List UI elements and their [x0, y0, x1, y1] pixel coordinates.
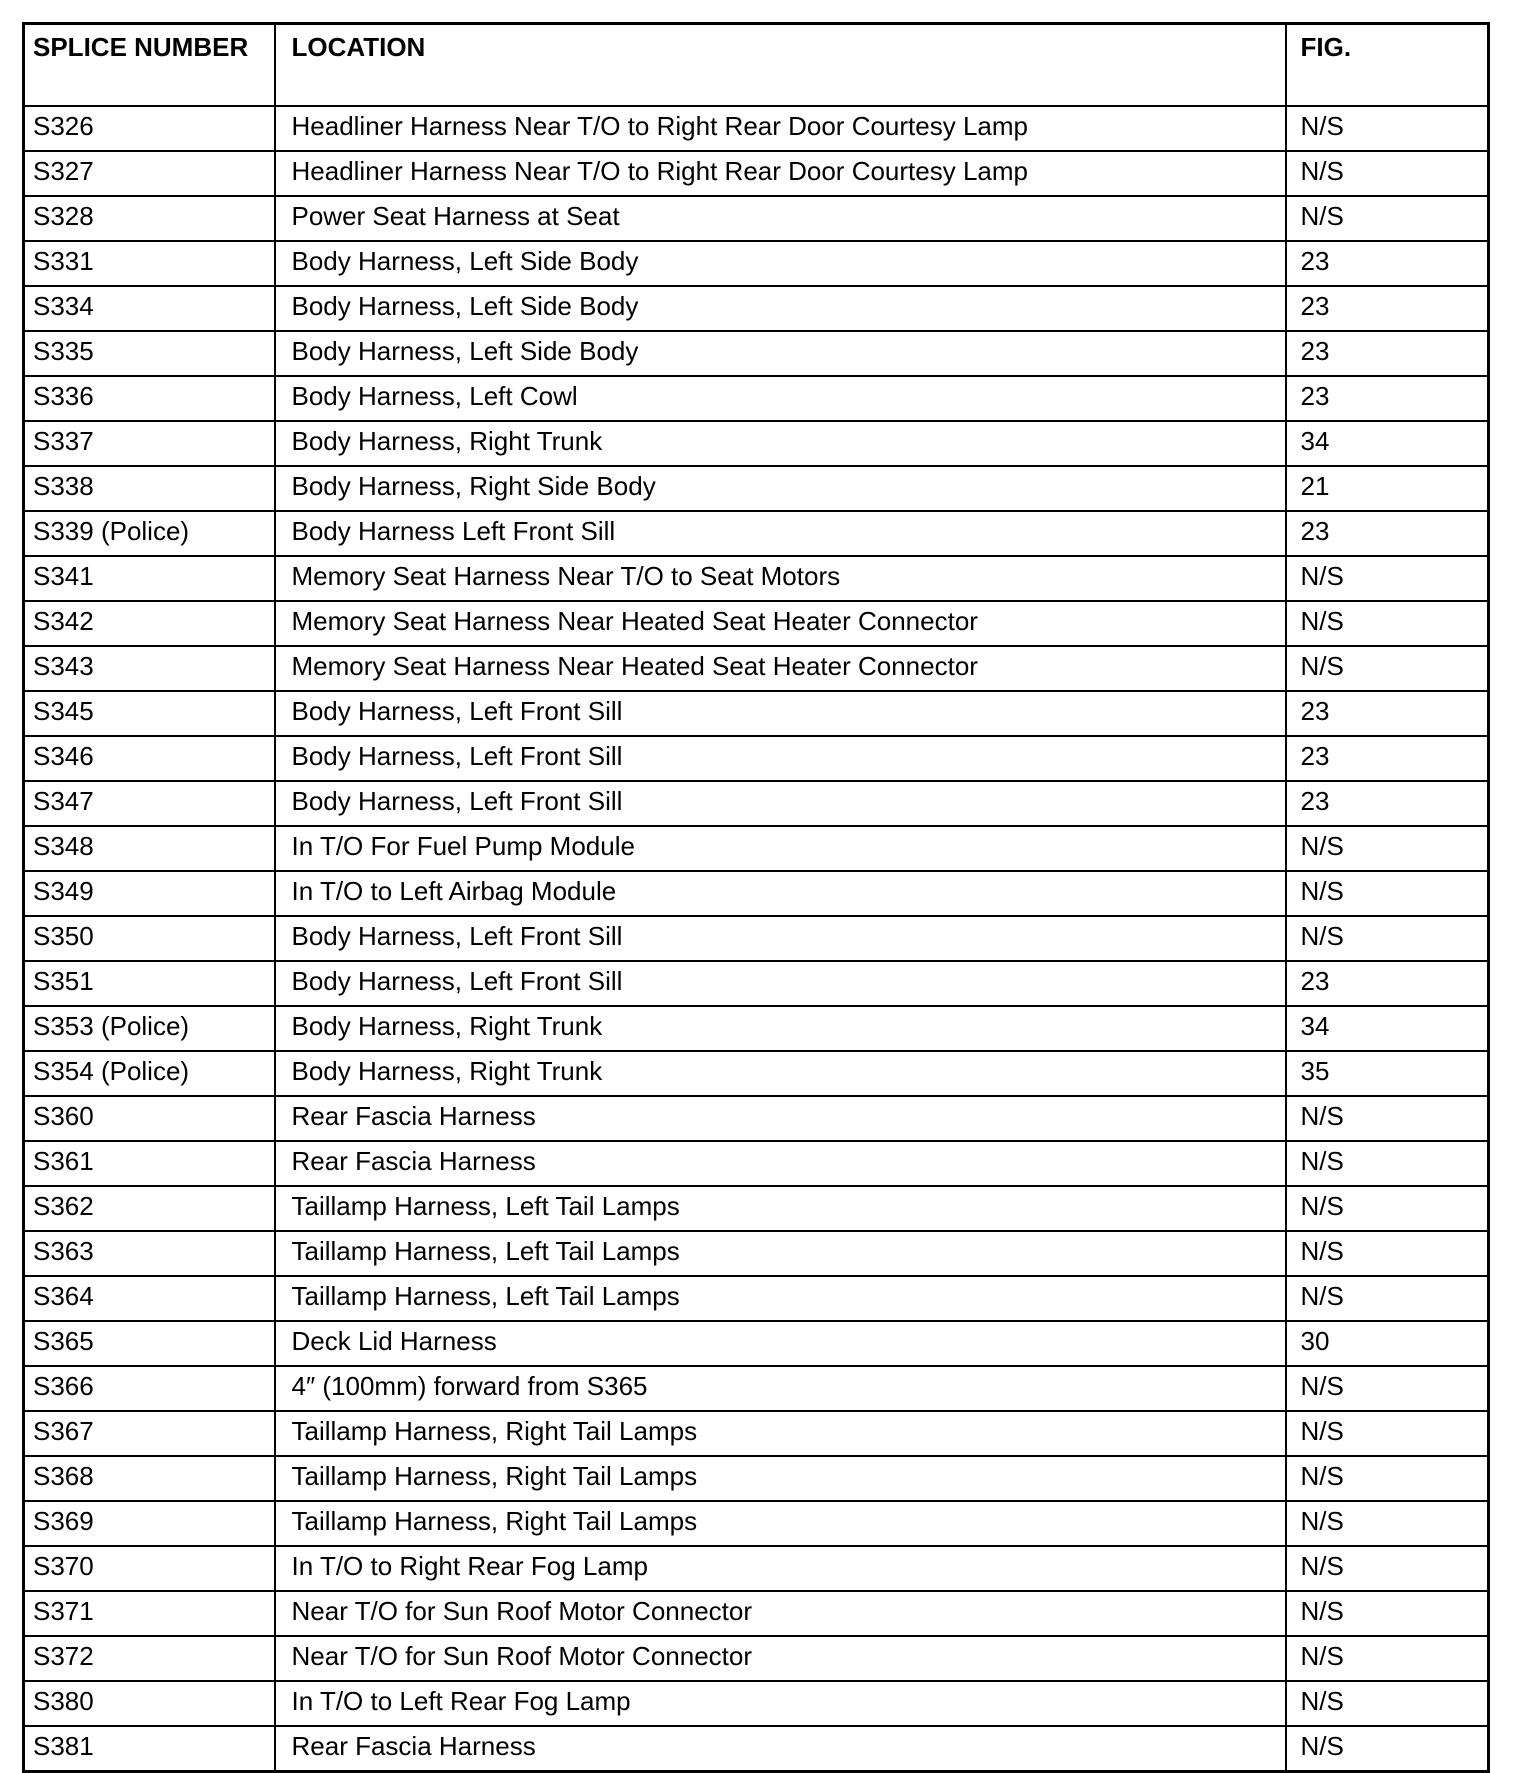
location-cell: Rear Fascia Harness — [275, 1726, 1286, 1772]
location-cell: Body Harness, Left Front Sill — [275, 961, 1286, 1006]
table-row — [24, 151, 1489, 196]
fig-cell: 23 — [1286, 331, 1489, 376]
fig-cell: N/S — [1286, 826, 1489, 871]
location-cell: Deck Lid Harness — [275, 1321, 1286, 1366]
splice-number-cell: S347 — [24, 781, 275, 826]
table-row — [24, 1456, 1489, 1501]
location-cell: Headliner Harness Near T/O to Right Rear Door Courtesy Lamp — [275, 106, 1286, 151]
fig-cell: N/S — [1286, 646, 1489, 691]
table-row — [24, 1501, 1489, 1546]
fig-cell: N/S — [1286, 1546, 1489, 1591]
table-row — [24, 331, 1489, 376]
splice-number-cell: S362 — [24, 1186, 275, 1231]
location-cell: 4″ (100mm) forward from S365 — [275, 1366, 1286, 1411]
splice-number-cell: S381 — [24, 1726, 275, 1772]
header-fig: FIG. — [1286, 24, 1489, 107]
fig-cell: N/S — [1286, 871, 1489, 916]
header-location: LOCATION — [275, 24, 1286, 107]
fig-cell: N/S — [1286, 1141, 1489, 1186]
splice-number-cell: S327 — [24, 151, 275, 196]
location-cell: In T/O to Left Airbag Module — [275, 871, 1286, 916]
table-row — [24, 1276, 1489, 1321]
fig-cell: 23 — [1286, 241, 1489, 286]
location-cell: Memory Seat Harness Near T/O to Seat Motors — [275, 556, 1286, 601]
location-cell: Body Harness Left Front Sill — [275, 511, 1286, 556]
location-cell: Body Harness, Right Trunk — [275, 1051, 1286, 1096]
location-cell: Body Harness, Left Cowl — [275, 376, 1286, 421]
splice-number-cell: S354 (Police) — [24, 1051, 275, 1096]
table-row — [24, 1366, 1489, 1411]
table-row — [24, 1321, 1489, 1366]
table-row — [24, 1231, 1489, 1276]
splice-number-cell: S372 — [24, 1636, 275, 1681]
fig-cell: 23 — [1286, 376, 1489, 421]
fig-cell: N/S — [1286, 1681, 1489, 1726]
splice-number-cell: S366 — [24, 1366, 275, 1411]
table-row — [24, 556, 1489, 601]
location-cell: Headliner Harness Near T/O to Right Rear Door Courtesy Lamp — [275, 151, 1286, 196]
splice-number-cell: S353 (Police) — [24, 1006, 275, 1051]
splice-number-cell: S341 — [24, 556, 275, 601]
table-row — [24, 916, 1489, 961]
splice-number-cell: S342 — [24, 601, 275, 646]
splice-number-cell: S335 — [24, 331, 275, 376]
location-cell: In T/O to Left Rear Fog Lamp — [275, 1681, 1286, 1726]
table-row — [24, 1681, 1489, 1726]
fig-cell: 34 — [1286, 421, 1489, 466]
table-row — [24, 421, 1489, 466]
splice-number-cell: S361 — [24, 1141, 275, 1186]
location-cell: In T/O to Right Rear Fog Lamp — [275, 1546, 1286, 1591]
location-cell: Body Harness, Left Side Body — [275, 241, 1286, 286]
fig-cell: 35 — [1286, 1051, 1489, 1096]
location-cell: Power Seat Harness at Seat — [275, 196, 1286, 241]
splice-number-cell: S349 — [24, 871, 275, 916]
fig-cell: 23 — [1286, 961, 1489, 1006]
location-cell: Body Harness, Left Front Sill — [275, 916, 1286, 961]
splice-location-table — [22, 22, 1490, 1773]
location-cell: Near T/O for Sun Roof Motor Connector — [275, 1636, 1286, 1681]
fig-cell: N/S — [1286, 1501, 1489, 1546]
table-row — [24, 376, 1489, 421]
splice-number-cell: S339 (Police) — [24, 511, 275, 556]
table-row — [24, 466, 1489, 511]
table-row — [24, 736, 1489, 781]
fig-cell: N/S — [1286, 1411, 1489, 1456]
table-row — [24, 826, 1489, 871]
fig-cell: N/S — [1286, 1276, 1489, 1321]
splice-number-cell: S380 — [24, 1681, 275, 1726]
fig-cell: N/S — [1286, 1591, 1489, 1636]
fig-cell: 23 — [1286, 691, 1489, 736]
fig-cell: 23 — [1286, 286, 1489, 331]
splice-number-cell: S326 — [24, 106, 275, 151]
fig-cell: N/S — [1286, 1096, 1489, 1141]
location-cell: Body Harness, Left Front Sill — [275, 691, 1286, 736]
splice-number-cell: S343 — [24, 646, 275, 691]
splice-number-cell: S348 — [24, 826, 275, 871]
location-cell: Memory Seat Harness Near Heated Seat Heater Connector — [275, 646, 1286, 691]
fig-cell: N/S — [1286, 1366, 1489, 1411]
table-row — [24, 1186, 1489, 1231]
table-row — [24, 961, 1489, 1006]
fig-cell: 21 — [1286, 466, 1489, 511]
table-row — [24, 1546, 1489, 1591]
location-cell: Body Harness, Left Front Sill — [275, 736, 1286, 781]
table-row — [24, 1591, 1489, 1636]
location-cell: Rear Fascia Harness — [275, 1141, 1286, 1186]
table-row — [24, 1636, 1489, 1681]
table-row — [24, 691, 1489, 736]
table-row — [24, 196, 1489, 241]
fig-cell: N/S — [1286, 1726, 1489, 1772]
table-row — [24, 601, 1489, 646]
table-row — [24, 1141, 1489, 1186]
splice-number-cell: S360 — [24, 1096, 275, 1141]
table-row — [24, 286, 1489, 331]
location-cell: Body Harness, Right Trunk — [275, 421, 1286, 466]
fig-cell: 30 — [1286, 1321, 1489, 1366]
splice-number-cell: S336 — [24, 376, 275, 421]
splice-number-cell: S337 — [24, 421, 275, 466]
table-row — [24, 241, 1489, 286]
splice-number-cell: S369 — [24, 1501, 275, 1546]
fig-cell: N/S — [1286, 196, 1489, 241]
splice-number-cell: S367 — [24, 1411, 275, 1456]
fig-cell: 23 — [1286, 511, 1489, 556]
splice-number-cell: S328 — [24, 196, 275, 241]
table-row — [24, 1096, 1489, 1141]
location-cell: Body Harness, Right Side Body — [275, 466, 1286, 511]
splice-number-cell: S350 — [24, 916, 275, 961]
location-cell: In T/O For Fuel Pump Module — [275, 826, 1286, 871]
splice-number-cell: S364 — [24, 1276, 275, 1321]
table-row — [24, 1006, 1489, 1051]
splice-number-cell: S371 — [24, 1591, 275, 1636]
location-cell: Body Harness, Left Side Body — [275, 286, 1286, 331]
table-row — [24, 1411, 1489, 1456]
fig-cell: N/S — [1286, 1456, 1489, 1501]
table-row — [24, 511, 1489, 556]
fig-cell: N/S — [1286, 601, 1489, 646]
table-row — [24, 781, 1489, 826]
splice-number-cell: S365 — [24, 1321, 275, 1366]
table-body — [24, 106, 1489, 1772]
location-cell: Memory Seat Harness Near Heated Seat Heater Connector — [275, 601, 1286, 646]
header-splice-number: SPLICE NUMBER — [24, 24, 275, 107]
location-cell: Body Harness, Right Trunk — [275, 1006, 1286, 1051]
location-cell: Taillamp Harness, Left Tail Lamps — [275, 1276, 1286, 1321]
location-cell: Body Harness, Left Front Sill — [275, 781, 1286, 826]
location-cell: Taillamp Harness, Right Tail Lamps — [275, 1501, 1286, 1546]
splice-number-cell: S331 — [24, 241, 275, 286]
table-row — [24, 646, 1489, 691]
splice-number-cell: S338 — [24, 466, 275, 511]
fig-cell: N/S — [1286, 556, 1489, 601]
location-cell: Rear Fascia Harness — [275, 1096, 1286, 1141]
fig-cell: N/S — [1286, 151, 1489, 196]
splice-number-cell: S346 — [24, 736, 275, 781]
splice-number-cell: S370 — [24, 1546, 275, 1591]
fig-cell: N/S — [1286, 1636, 1489, 1681]
table-row — [24, 871, 1489, 916]
table-row — [24, 1726, 1489, 1772]
table-row — [24, 1051, 1489, 1096]
location-cell: Taillamp Harness, Left Tail Lamps — [275, 1186, 1286, 1231]
location-cell: Taillamp Harness, Right Tail Lamps — [275, 1411, 1286, 1456]
header-row — [24, 24, 1489, 107]
fig-cell: 23 — [1286, 781, 1489, 826]
fig-cell: 34 — [1286, 1006, 1489, 1051]
location-cell: Body Harness, Left Side Body — [275, 331, 1286, 376]
location-cell: Near T/O for Sun Roof Motor Connector — [275, 1591, 1286, 1636]
splice-number-cell: S351 — [24, 961, 275, 1006]
fig-cell: N/S — [1286, 106, 1489, 151]
location-cell: Taillamp Harness, Left Tail Lamps — [275, 1231, 1286, 1276]
table-row — [24, 106, 1489, 151]
fig-cell: N/S — [1286, 1231, 1489, 1276]
splice-number-cell: S368 — [24, 1456, 275, 1501]
fig-cell: N/S — [1286, 1186, 1489, 1231]
splice-number-cell: S334 — [24, 286, 275, 331]
splice-number-cell: S363 — [24, 1231, 275, 1276]
location-cell: Taillamp Harness, Right Tail Lamps — [275, 1456, 1286, 1501]
fig-cell: 23 — [1286, 736, 1489, 781]
fig-cell: N/S — [1286, 916, 1489, 961]
splice-number-cell: S345 — [24, 691, 275, 736]
